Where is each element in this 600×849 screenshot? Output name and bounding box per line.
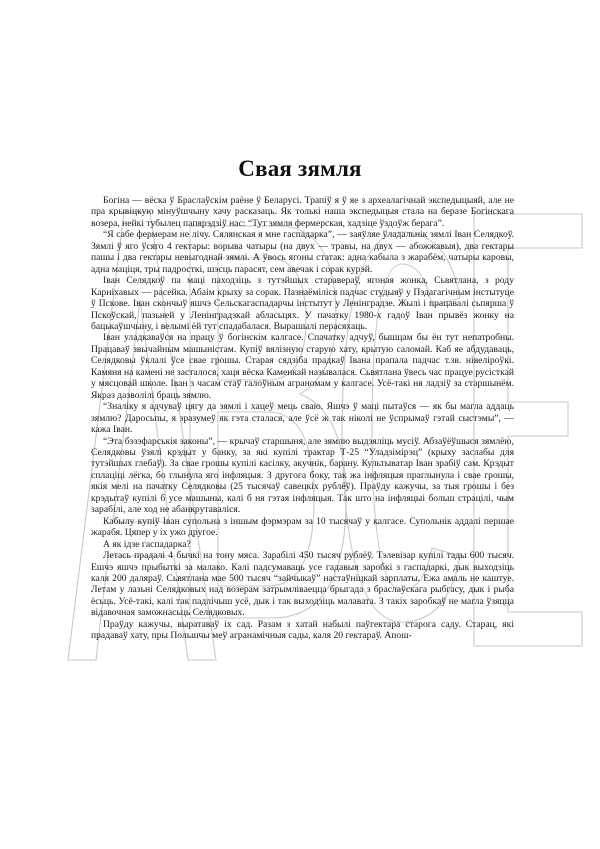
article-paragraph: “Я сабе фермерам не лічу. Сялянская я мне гаспадарка”, — заяўляе ўладальнік зямлі Іван Селядкоў. Зямлі ў яго ўсяго 4 гектары: ворыва чатыры (на двух — травы, на двух — абожжавыя), два гектары пашы і два гектары невыгоднай зямлі. А ўвось ягоны статак: адна кабыла з жарабём, чатыры каровы, адна маціця, тры падросткі, шэсць парасят, сем авечак і сорак курэй. (91, 229, 514, 275)
article-body (91, 195, 514, 642)
article-paragraph: Іван уладкаваўся на працу ў богінскім калгасе. Спачатку адчуў, бышцам бы ён тут непатробны. Працаваў звычайным машыністам. Купіў вялізную старую хату, крытую саломай. Каб яе абдудаваць, Селядковы ўклалі ўсе свае грошы. Старая сядзіба прадкаў Івана прапала падчас т.зв. нівеліроўкі. Камяня на камені не засталося, хаця вёска Каменкай называлася. Сьвятлана ўвесь час працуе русісткай у мясцовай школе. Іван з часам стаў галоўным аграномам у калгасе. Усё-такі ня ладзіў за старшынём. Якраз дазволілі браць зямлю. (91, 332, 514, 401)
article-paragraph: “Эта бэзэфарськія законы”, — крычаў старшыня, але зямлю выдзяліць мусіў. Абзаўёўшыся зямлёю, Селядковы ўзялі крэдыт у банку, за які купілі трактар Т-25 “Уладзімірэц” (крыху заслабы для тутэйшых глебаў). За свае грошы купілі касілку, акучнік, барану. Культыватар Іван зрабіў сам. Крэдыт сплаціці лёгка, бо глынула яго інфляцыя. З другога боку, так жа інфляцыя праглынула і свае грошы, якія мелі на пачатку Селядковы (25 тысячаў савецкіх рублёў). Праўду кажучы, за тыя грошы і без крэдытаў купілі б усе машыны, калі б ня гэтая інфляцыя. Так што на інфляцыі больш страцілі, чым зарабілі, але ход не абанкрутаваліся. (91, 435, 514, 516)
article-paragraph: “Зналіку я адчуваў цягу да зямлі і хацеў мець сваю. Яшчэ ў маці пытаўся — як бы магла аддаць зямлю? Даросьпы, я зразумеў як гэта сталася, але ўсё ж так ніколі не ўспрымаў гэтай сыстэмы”, — кажа Іван. (91, 401, 514, 436)
article-paragraph: Кабылу купіў Іван супольна з іншым фэрмэрам за 10 тысячаў у калгасе. Супольнік аддалі першае жарабя. Цяпер у іх ужо другое. (91, 515, 514, 539)
article-paragraph: Праўду кажучы, выратаваў іх сад. Разам з хатай набылі паўгектара старога саду. Старац, які прадаваў хату, пры Польшчы меў агранамічныя сады, каля 20 гектараў. Апош- (91, 618, 514, 642)
article-paragraph: А як ідзе гаспадарка? (103, 538, 191, 550)
page-title: Свая зямля (238, 156, 362, 181)
article-paragraph: Летась прадалі 4 бычкі на тону мяса. Зарабілі 450 тысяч рублёў. Тэлевізар купілі тады 600 тысяч. Ешчэ яшчэ прыбыткі за малако. Калі падсумаваць усе гадавыя заробкі з гаспадаркі, дык выходзіць каля 200 даляраў. Сьвятлана мае 500 тысяч “зайчыкаў” настаўніцкай зарплаты. Ежа амаль не каштуе. Летам у лазьні Селядковых над возерам затрымліваецца брыгада з браслаўскага рыбгасу, дык і рыба ёсьць. Усё-такі, калі так падлічыш усё, дык і так выходзіць малавата. З такіх заробкаў не магла ўзяцца відавочная заможнасьць Селядковых. (91, 550, 514, 619)
article-paragraph: Іван Селядкоў па маці паходзіць з тутэйшых старавераў, ягоная жонка, Сьвятлана, з роду Карніхавых — расейка. Абаім крыху за сорак. Пазнаёміліся падчас студыяў у Пэдагагічным інстытуце ў Пскове. Іван скончыў яшчэ Сельскагаспадарчы інстытут у Ленінградзе. Жылі і працавалі сьпярша ў Пскоўскай, пазьней у Ленінградзкай абласьцях. У пачатку 1980-х гадоў Іван прывёз жонку на бацькаўшчыну, і велымі ёй тут спадабалася. Вырашылі перасяхаць. (91, 275, 514, 332)
article-paragraph: Богіна — вёска ў Браслаўскім раёне ў Беларусі. Трапіў я ў яе з археалагічнай экспедыцыяй, але не пра крывіцкую мінуўшчыну хачу расказаць. Як толькі наша экспедыцыя стала на беразе Богінскага возера, нейкі тубылец папярэдзіў нас: “Тут зямля фермерская, хадзіце ўздоўж берага”. (91, 195, 514, 229)
